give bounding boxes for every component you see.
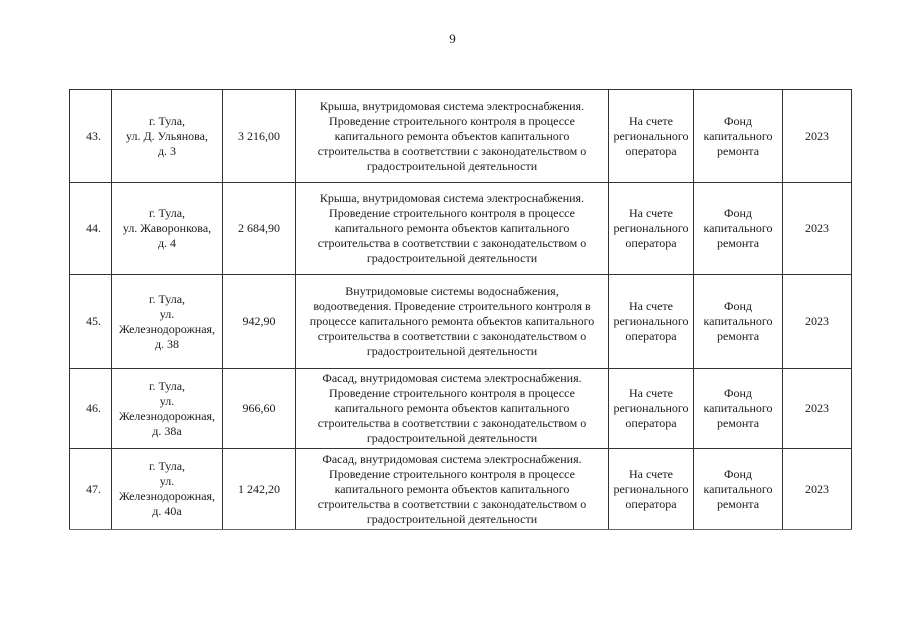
address-cell: г. Тула, ул. Жаворонкова, д. 4: [112, 183, 223, 275]
table-row: [70, 183, 852, 275]
row-number-cell: 44.: [70, 183, 112, 275]
area-cell: 942,90: [223, 275, 296, 369]
table-row: [70, 90, 852, 183]
page-number: 9: [449, 31, 456, 46]
table-row: [70, 369, 852, 449]
row-number-cell: 47.: [70, 449, 112, 530]
works-cell: Внутридомовые системы водоснабжения, водоотведения. Проведение строительного контроля в процессе капитального ремонта объектов капитального строительства в соответствии с законодательством о градостроительной деятельности: [296, 275, 609, 369]
fund-cell: Фонд капитального ремонта: [694, 90, 783, 183]
capital-repair-table: [69, 89, 852, 530]
row-number-cell: 43.: [70, 90, 112, 183]
address-cell: г. Тула, ул. Железнодорожная, д. 38: [112, 275, 223, 369]
works-cell: Фасад, внутридомовая система электроснабжения. Проведение строительного контроля в процессе капитального ремонта объектов капитального строительства в соответствии с законодательством о градостроительной деятельности: [296, 449, 609, 530]
fund-cell: Фонд капитального ремонта: [694, 275, 783, 369]
account-cell: На счете регионального оператора: [609, 90, 694, 183]
account-cell: На счете регионального оператора: [609, 183, 694, 275]
year-cell: 2023: [783, 275, 852, 369]
address-cell: г. Тула, ул. Железнодорожная, д. 40а: [112, 449, 223, 530]
year-cell: 2023: [783, 90, 852, 183]
area-cell: 2 684,90: [223, 183, 296, 275]
works-cell: Крыша, внутридомовая система электроснабжения. Проведение строительного контроля в процессе капитального ремонта объектов капитального строительства в соответствии с законодательством о градостроительной деятельности: [296, 183, 609, 275]
fund-cell: Фонд капитального ремонта: [694, 369, 783, 449]
year-cell: 2023: [783, 183, 852, 275]
area-cell: 1 242,20: [223, 449, 296, 530]
fund-cell: Фонд капитального ремонта: [694, 449, 783, 530]
address-cell: г. Тула, ул. Железнодорожная, д. 38а: [112, 369, 223, 449]
area-cell: 966,60: [223, 369, 296, 449]
table-row: [70, 449, 852, 530]
row-number-cell: 45.: [70, 275, 112, 369]
fund-cell: Фонд капитального ремонта: [694, 183, 783, 275]
year-cell: 2023: [783, 449, 852, 530]
works-cell: Крыша, внутридомовая система электроснабжения. Проведение строительного контроля в процессе капитального ремонта объектов капитального строительства в соответствии с законодательством о градостроительной деятельности: [296, 90, 609, 183]
table-row: [70, 275, 852, 369]
year-cell: 2023: [783, 369, 852, 449]
row-number-cell: 46.: [70, 369, 112, 449]
area-cell: 3 216,00: [223, 90, 296, 183]
account-cell: На счете регионального оператора: [609, 275, 694, 369]
address-cell: г. Тула, ул. Д. Ульянова, д. 3: [112, 90, 223, 183]
account-cell: На счете регионального оператора: [609, 369, 694, 449]
works-cell: Фасад, внутридомовая система электроснабжения. Проведение строительного контроля в процессе капитального ремонта объектов капитального строительства в соответствии с законодательством о градостроительной деятельности: [296, 369, 609, 449]
account-cell: На счете регионального оператора: [609, 449, 694, 530]
